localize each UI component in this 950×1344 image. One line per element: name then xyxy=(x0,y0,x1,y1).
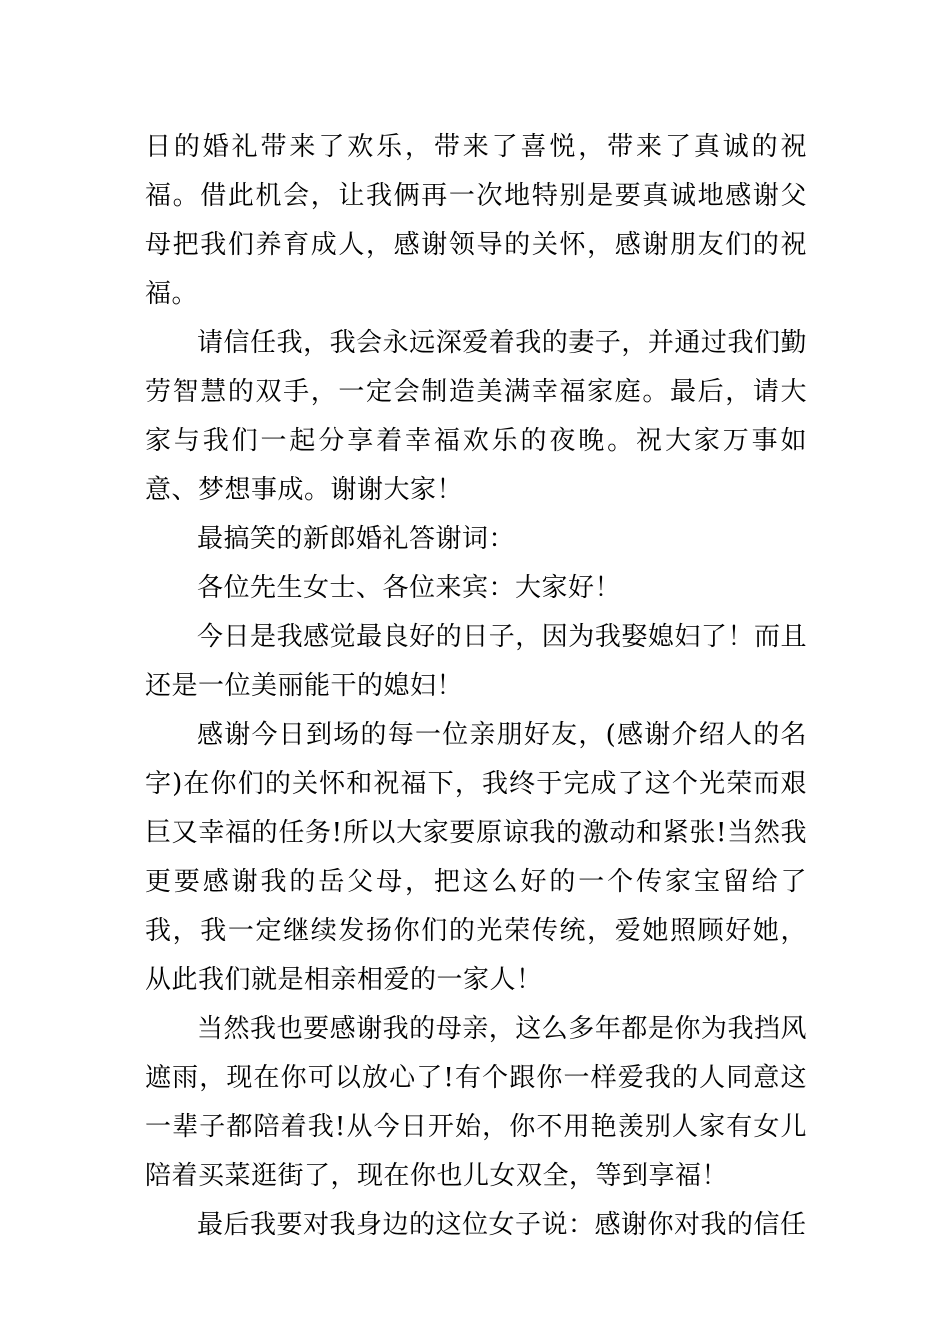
section-heading: 最搞笑的新郎婚礼答谢词： xyxy=(197,524,516,554)
paragraph-continued-thanks: 日的婚礼带来了欢乐，带来了喜悦，带来了真诚的祝福。借此机会，让我俩再一次地特别是要真诚地感谢父母把我们养育成人，感谢领导的关怀，感谢朋友们的祝福。 xyxy=(145,132,807,309)
paragraph-to-bride: 最后我要对我身边的这位女子说：感谢你对我的信任 xyxy=(197,1210,807,1240)
document-page xyxy=(145,123,807,1250)
paragraph-promise: 请信任我，我会永远深爱着我的妻子，并通过我们勤劳智慧的双手，一定会制造美满幸福家庭。最后，请大家与我们一起分享着幸福欢乐的夜晚。祝大家万事如意、梦想事成。谢谢大家！ xyxy=(145,328,807,505)
paragraph-thanks-mother: 当然我也要感谢我的母亲，这么多年都是你为我挡风遮雨，现在你可以放心了!有个跟你一样爱我的人同意这一辈子都陪着我!从今日开始，你不用艳羡别人家有女儿陪着买菜逛街了，现在你也儿女双全，等到享福！ xyxy=(145,1014,807,1191)
paragraph-best-day: 今日是我感觉最良好的日子，因为我娶媳妇了！而且还是一位美丽能干的媳妇！ xyxy=(145,622,807,701)
paragraph-greeting: 各位先生女士、各位来宾：大家好！ xyxy=(197,573,622,603)
paragraph-thanks-guests: 感谢今日到场的每一位亲朋好友，(感谢介绍人的名字)在你们的关怀和祝福下，我终于完成了这个光荣而艰巨又幸福的任务!所以大家要原谅我的激动和紧张!当然我更要感谢我的岳父母，把这么好的一个传家宝留给了我，我一定继续发扬你们的光荣传统，爱她照顾好她，从此我们就是相亲相爱的一家人！ xyxy=(145,720,807,995)
